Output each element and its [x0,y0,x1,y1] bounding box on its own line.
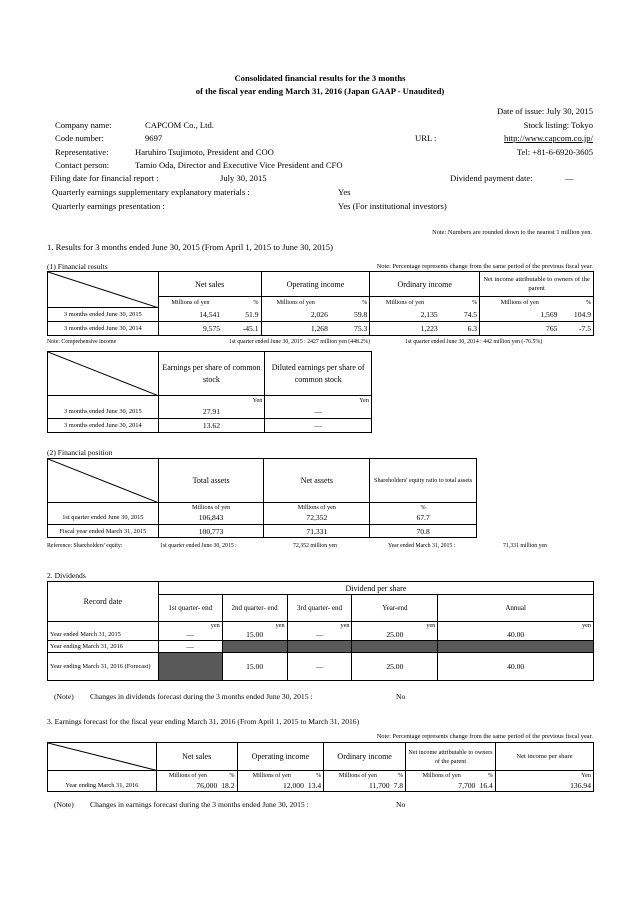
pct-label: % [559,297,593,308]
cell: 7.8 [392,780,406,792]
rounding-note: Note: Numbers are rounded down to the nearest 1 million yen. [432,229,592,236]
diagonal-header-cell [48,352,159,396]
code-number: 9697 [145,133,163,143]
col-net-sales: Net sales [156,743,237,771]
forecast-note-label: (Note) [54,800,74,809]
dividend-date: — [565,173,574,183]
cell: 104.9 [559,308,593,322]
unit-label: yen [158,622,222,630]
company-name-label: Company name: [55,120,112,130]
dividends-table [47,581,594,681]
cell: 51.9 [222,308,261,322]
financial-position-title: (2) Financial position [47,448,113,457]
cell: 15.00 [222,630,287,641]
filing-date: July 30, 2015 [220,173,267,183]
cell: 1,268 [261,322,330,336]
unit-label: Yen [495,771,593,780]
comprehensive-income-2015: 1st quarter ended June 30, 2015 : 2427 million yen (448.2%) [229,339,371,345]
diagonal-header-cell [48,272,159,308]
col-net-assets: Net assets [264,459,370,503]
table-row [48,780,594,792]
doc-title-line2: of the fiscal year ending March 31, 2016 (Japan GAAP - Unaudited) [195,86,445,96]
cell: 11,700 [324,780,392,792]
row-label: Fiscal year ended March 31, 2015 [48,525,159,538]
stock-listing: Stock listing: Tokyo [523,120,593,130]
financial-results-note: Note: Percentage represents change from the same period of the previous fiscal year. [376,263,593,270]
unit-label: Millions of yen [264,503,370,512]
row-label: 3 months ended June 30, 2014 [48,419,159,433]
cell: 25.00 [352,630,438,641]
dividend-date-label: Dividend payment date: [450,173,533,183]
code-label: Code number: [55,133,104,143]
comprehensive-income-note: Note: Comprehensive income [47,339,117,345]
forecast-change-note: Changes in earnings forecast during the 3 months ended June 30, 2015 : [90,800,309,809]
cell: — [265,405,372,419]
forecast-change-value: No [396,800,406,809]
cell: 136.94 [495,780,593,792]
row-label: 3 months ended June 30, 2015 [48,308,159,322]
table-row [48,630,594,641]
supp-materials-label: Quarterly earnings supplementary explanatory materials : [52,187,250,197]
table-row [48,405,372,419]
cell: 765 [480,322,560,336]
cell: — [287,630,352,641]
row-label: Year ending March 31, 2016 [48,641,159,653]
cell: 25.00 [352,653,438,681]
supp-materials-value: Yes [338,187,351,197]
pct-label: % [440,297,480,308]
cell: 1,223 [370,322,440,336]
table-row [48,419,372,433]
cell: -45.1 [222,322,261,336]
cell: 18.2 [219,780,237,792]
reference-y-value: 71,331 million yen [503,543,547,549]
unit-label: Millions of yen [156,771,219,780]
dividend-note: Changes in dividends forecast during the 3 months ended June 30, 2015 : [90,692,313,701]
eps-table [47,351,372,433]
dividend-note-label: (Note) [54,692,74,701]
pct-label: % [392,771,406,780]
dividends-title: 2. Dividends [47,571,86,580]
table-row [48,308,594,322]
cell: 6.3 [440,322,480,336]
cell: 2,026 [261,308,330,322]
dividend-note-value: No [396,692,406,701]
forecast-title: 3. Earnings forecast for the fiscal year ending March 31, 2016 (From April 1, 2015 to March 31, 2016) [47,717,360,726]
row-label: 3 months ended June 30, 2014 [48,322,159,336]
filing-date-label: Filing date for financial report : [50,173,159,183]
cell: 13.4 [306,780,324,792]
shaded-cell [222,641,287,653]
contact-person: Tamio Oda, Director and Executive Vice President and CFO [135,160,343,170]
col-eps: Net income per share [495,743,593,771]
record-date-header: Record date [48,582,159,622]
cell: -7.5 [559,322,593,336]
unit-label: Millions of yen [324,771,392,780]
col-annual: Annual [438,595,594,622]
cell: 9,575 [158,322,222,336]
presentation-label: Quarterly earnings presentation : [52,201,165,211]
contact-label: Contact person: [55,160,110,170]
col-net-income: Net income attributable to owners of the parent [480,272,594,297]
unit-label: Millions of yen [370,297,440,308]
cell: 7,700 [406,780,478,792]
cell: 72,352 [264,512,370,525]
reference-q-label: 1st quarter ended June 30, 2015 : [160,543,237,549]
representative-label: Representative: [55,147,109,157]
cell: 40.00 [438,653,594,681]
unit-label: Millions of yen [237,771,306,780]
cell: 1,569 [480,308,560,322]
pct-label: % [219,771,237,780]
unit-label: Millions of yen [480,297,560,308]
col-ordinary-income: Ordinary income [370,272,480,297]
telephone: Tel: +81-6-6920-3605 [516,147,593,157]
row-label: Year ended March 31, 2015 [48,630,159,641]
cell: 12,000 [237,780,306,792]
date-of-issue: Date of issue: July 30, 2015 [497,106,593,116]
forecast-table [47,742,594,792]
col-total-assets: Total assets [158,459,264,503]
cell: 16.4 [477,780,495,792]
cell: — [158,641,222,653]
row-label: 1st quarter ended June 30, 2015 [48,512,159,525]
table-row [48,641,594,653]
cell: — [265,419,372,433]
shaded-cell [352,641,438,653]
col-operating-income: Operating income [237,743,324,771]
pct-label: % [222,297,261,308]
table-row [48,512,477,525]
dividend-per-share-header: Dividend per share [158,582,593,595]
cell: 40.00 [438,630,594,641]
unit-label: yen [352,622,438,630]
financial-results-title: (1) Financial results [47,262,108,271]
cell: 2,135 [370,308,440,322]
presentation-value: Yes (For institutional investors) [338,201,447,211]
financial-results-table [47,271,594,336]
row-label: Year ending March 31, 2016 (Forecast) [48,653,159,681]
shaded-cell [287,641,352,653]
diagonal-header-cell [48,743,157,771]
table-row [48,525,477,538]
unit-label: Yen [265,396,372,405]
col-q1-end: 1st quarter- end [158,595,222,622]
cell: 106,843 [158,512,264,525]
cell: 14,541 [158,308,222,322]
cell: — [158,630,222,641]
reference-label: Reference: Shareholders' equity: [47,543,123,549]
cell: 76,000 [156,780,219,792]
col-equity-ratio: Shareholders' equity ratio to total assets [370,459,477,503]
unit-label: Yen [158,396,265,405]
unit-label: % [370,503,477,512]
row-label: 3 months ended June 30, 2015 [48,405,159,419]
cell: 15.00 [222,653,287,681]
doc-title-line1: Consolidated financial results for the 3 months [234,73,406,83]
pct-label: % [306,771,324,780]
cell: — [287,653,352,681]
cell: 71,331 [264,525,370,538]
pct-label: % [477,771,495,780]
unit-label: Millions of yen [158,297,222,308]
section1-title: 1. Results for 3 months ended June 30, 2015 (From April 1, 2015 to June 30, 2015) [47,242,333,252]
financial-position-table [47,458,477,538]
url-label: URL : [415,133,437,143]
diagonal-header-cell [48,459,159,503]
cell: 75.3 [330,322,370,336]
col-q3-end: 3rd quarter- end [287,595,352,622]
forecast-note: Note: Percentage represents change from the same period of the previous fiscal year. [376,733,593,740]
shaded-cell [438,641,594,653]
company-url-link[interactable]: http://www.capcom.co.jp/ [504,133,593,143]
reference-q-value: 72,352 million yen [293,543,337,549]
cell: 100,773 [158,525,264,538]
company-name: CAPCOM Co., Ltd. [145,120,215,130]
cell: 67.7 [370,512,477,525]
unit-label: Millions of yen [158,503,264,512]
unit-label: Millions of yen [261,297,330,308]
shaded-cell [158,653,222,681]
col-ordinary-income: Ordinary income [324,743,406,771]
cell: 70.8 [370,525,477,538]
unit-label: Millions of yen [406,771,478,780]
cell: 74.5 [440,308,480,322]
col-diluted-eps: Diluted earnings per share of common stock [265,352,372,396]
row-label: Year ending March 31, 2016 [48,780,157,792]
unit-label: yen [222,622,287,630]
col-year-end: Year-end [352,595,438,622]
col-eps: Earnings per share of common stock [158,352,265,396]
table-row [48,653,594,681]
table-row [48,322,594,336]
unit-label: yen [287,622,352,630]
col-operating-income: Operating income [261,272,370,297]
unit-label: yen [438,622,594,630]
col-net-sales: Net sales [158,272,261,297]
cell: 59.8 [330,308,370,322]
comprehensive-income-2014: 1st quarter ended June 30, 2014 : 442 million yen (-76.5%) [405,339,543,345]
col-q2-end: 2nd quarter- end [222,595,287,622]
cell: 27.91 [158,405,265,419]
cell: 13.62 [158,419,265,433]
col-net-income: Net income attributable to owners of the parent [406,743,496,771]
representative: Haruhiro Tsujimoto, President and COO [135,147,274,157]
reference-y-label: Year ended March 31, 2015 : [388,543,456,549]
pct-label: % [330,297,370,308]
